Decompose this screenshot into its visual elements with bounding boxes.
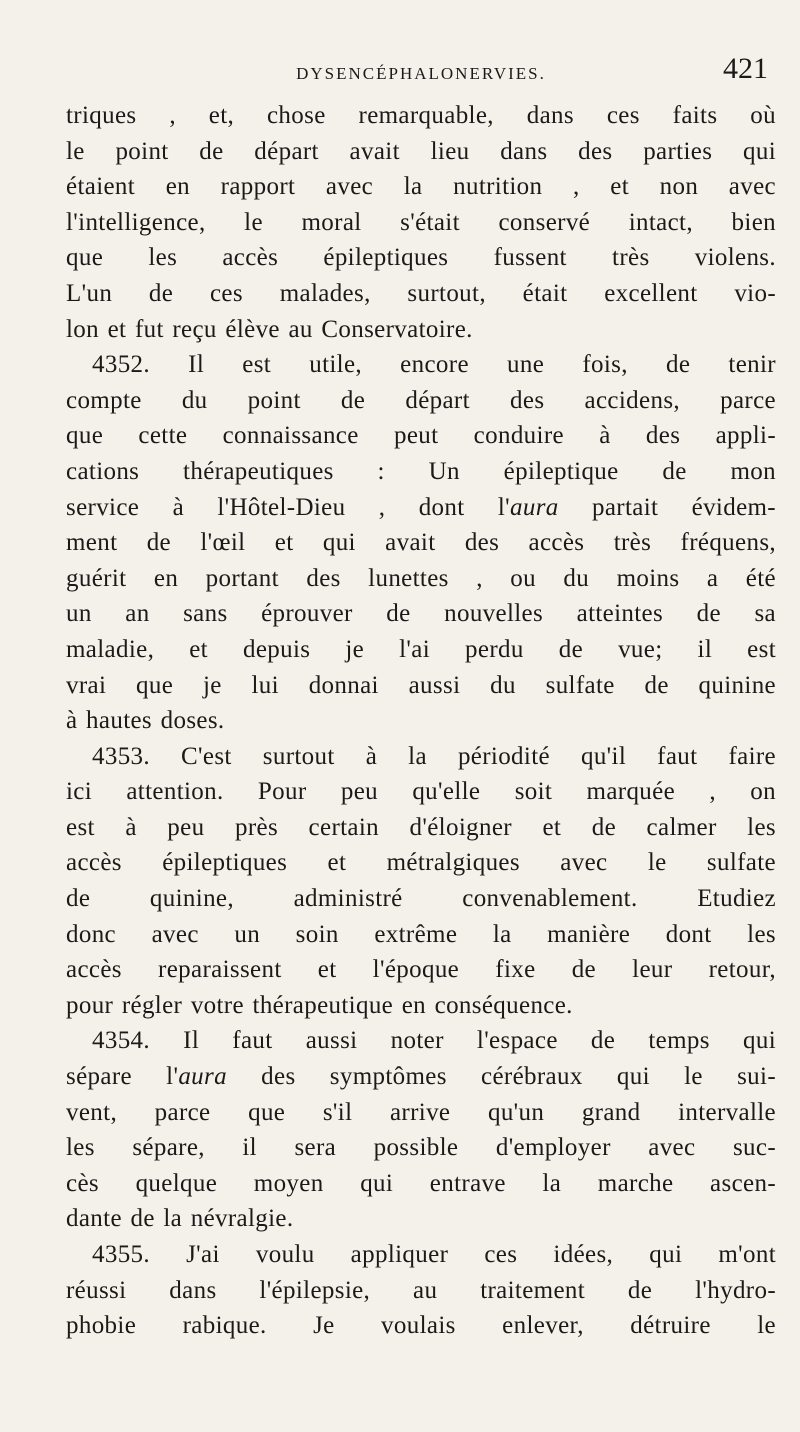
text-line: un an sans éprouver de nouvelles atteintes de sa [66, 600, 776, 628]
text-line: pour régler votre thérapeutique en conséquence. [66, 991, 573, 1019]
text-line: réussi dans l'épilepsie, au traitement de l'hydro- [66, 1276, 776, 1304]
italic-term: aura [510, 493, 559, 521]
text-fragment: partait évidem- [558, 493, 776, 521]
text-line [66, 490, 776, 526]
text-fragment: service à l'Hôtel-Dieu , dont l' [66, 493, 511, 521]
text-line: accès reparaissent et l'époque fixe de leur retour, [66, 956, 776, 984]
text-fragment: sépare l' [66, 1063, 179, 1091]
text-fragment: des symptômes cérébraux qui le sui- [226, 1063, 776, 1091]
text-line: l'intelligence, le moral s'était conservé intact, bien [66, 208, 776, 236]
text-line: dante de la névralgie. [66, 1205, 294, 1233]
text-line: donc avec un soin extrême la manière dont les [66, 920, 776, 948]
text-line: 4352. Il est utile, encore une fois, de tenir [92, 351, 776, 379]
text-line: que les accès épileptiques fussent très violens. [66, 244, 776, 272]
text-line: 4353. C'est surtout à la périodité qu'il faut faire [92, 742, 776, 770]
text-line: les sépare, il sera possible d'employer avec suc- [66, 1134, 776, 1162]
text-line: étaient en rapport avec la nutrition , et non avec [66, 173, 776, 201]
text-line: guérit en portant des lunettes , ou du moins a été [66, 564, 776, 592]
text-line: compte du point de départ des accidens, parce [66, 386, 776, 414]
text-line: 4354. Il faut aussi noter l'espace de temps qui [92, 1027, 776, 1055]
text-line: que cette connaissance peut conduire à des appli- [66, 422, 776, 450]
text-line: maladie, et depuis je l'ai perdu de vue; il est [66, 635, 776, 663]
text-line: le point de départ avait lieu dans des parties qui [66, 137, 776, 165]
text-line: triques , et, chose remarquable, dans ces faits où [66, 102, 776, 129]
text-line: vent, parce que s'il arrive qu'un grand intervalle [66, 1098, 776, 1126]
text-line: cations thérapeutiques : Un épileptique de mon [66, 457, 776, 485]
text-line: L'un de ces malades, surtout, était excellent vio- [66, 279, 776, 307]
text-line [66, 1059, 776, 1095]
running-title: DYSENCÉPHALONERVIES. [296, 64, 546, 83]
text-line: de quinine, administré convenablement. Etudiez [66, 885, 776, 913]
text-line: 4355. J'ai voulu appliquer ces idées, qui m'ont [92, 1241, 776, 1268]
text-line: phobie rabique. Je voulais enlever, détruire le [66, 1312, 776, 1340]
body-text [66, 98, 776, 1344]
text-line: accès épileptiques et métralgiques avec le sulfate [66, 849, 776, 877]
italic-term: aura [178, 1063, 227, 1091]
text-line: ici attention. Pour peu qu'elle soit marquée , on [66, 778, 776, 806]
text-line: ment de l'œil et qui avait des accès très fréquens, [66, 529, 776, 557]
text-line: à hautes doses. [66, 707, 225, 735]
text-line: vrai que je lui donnai aussi du sulfate de quinine [66, 671, 776, 699]
running-head [66, 52, 776, 92]
text-line: lon et fut reçu élève au Conservatoire. [66, 315, 473, 343]
text-line: cès quelque moyen qui entrave la marche ascen- [66, 1169, 776, 1197]
page-number: 421 [723, 52, 768, 85]
text-line: est à peu près certain d'éloigner et de calmer les [66, 813, 776, 841]
